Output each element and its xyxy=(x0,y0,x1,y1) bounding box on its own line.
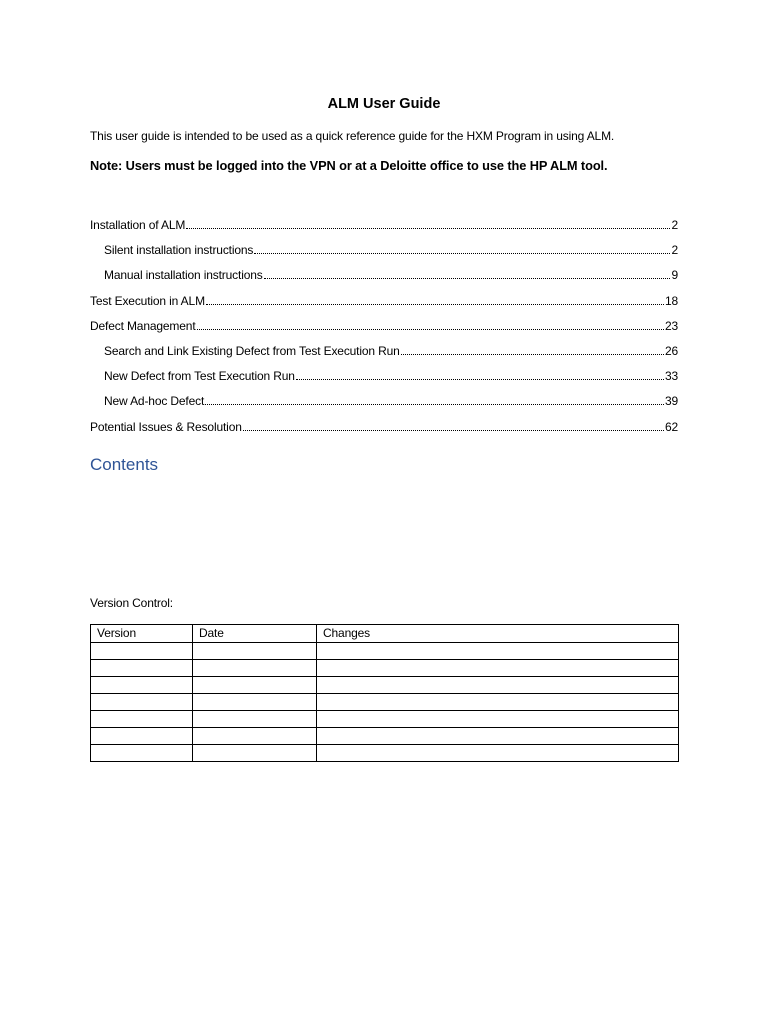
date-cell xyxy=(193,728,317,745)
toc-entry-label: Test Execution in ALM xyxy=(90,294,205,308)
toc-entry-new-defect-from-run[interactable] xyxy=(104,367,678,385)
toc-dot-leader xyxy=(264,266,671,279)
changes-cell xyxy=(317,711,679,728)
toc-dot-leader xyxy=(254,241,670,254)
table-row xyxy=(91,711,679,728)
toc-dot-leader xyxy=(401,342,664,355)
toc-entry-label: Manual installation instructions xyxy=(104,268,263,282)
toc-page-number: 18 xyxy=(664,294,678,308)
toc-entry-test-execution[interactable] xyxy=(90,292,678,310)
changes-cell xyxy=(317,745,679,762)
version-cell xyxy=(91,677,193,694)
toc-entry-potential-issues[interactable] xyxy=(90,418,678,436)
table-row xyxy=(91,694,679,711)
column-header-version: Version xyxy=(91,625,193,643)
toc-entry-new-ad-hoc-defect[interactable] xyxy=(104,392,678,410)
toc-page-number: 26 xyxy=(664,344,678,358)
toc-page-number: 9 xyxy=(671,268,678,282)
table-header-row xyxy=(91,625,679,643)
table-row xyxy=(91,677,679,694)
toc-entry-label: Silent installation instructions xyxy=(104,243,254,257)
version-cell xyxy=(91,660,193,677)
version-cell xyxy=(91,728,193,745)
toc-dot-leader xyxy=(296,367,664,380)
toc-dot-leader xyxy=(205,392,664,405)
date-cell xyxy=(193,694,317,711)
date-cell xyxy=(193,745,317,762)
toc-page-number: 2 xyxy=(671,218,678,232)
toc-dot-leader xyxy=(243,418,664,431)
changes-cell xyxy=(317,694,679,711)
table-row xyxy=(91,745,679,762)
toc-page-number: 39 xyxy=(664,394,678,408)
changes-cell xyxy=(317,728,679,745)
toc-page-number: 2 xyxy=(671,243,678,257)
contents-heading: Contents xyxy=(90,455,159,474)
toc-dot-leader xyxy=(186,216,670,229)
changes-cell xyxy=(317,677,679,694)
column-header-date: Date xyxy=(193,625,317,643)
table-row xyxy=(91,643,679,660)
toc-entry-manual-installation[interactable] xyxy=(104,266,678,284)
toc-entry-installation-of-alm[interactable] xyxy=(90,216,678,234)
table-row xyxy=(91,660,679,677)
toc-entry-silent-installation[interactable] xyxy=(104,241,678,259)
version-cell xyxy=(91,643,193,660)
intro-paragraph: This user guide is intended to be used as a quick reference guide for the HXM Program in using ALM. xyxy=(90,129,615,143)
date-cell xyxy=(193,711,317,728)
toc-page-number: 33 xyxy=(664,369,678,383)
date-cell xyxy=(193,677,317,694)
vpn-note: Note: Users must be logged into the VPN or at a Deloitte office to use the HP ALM tool. xyxy=(90,158,608,173)
toc-page-number: 23 xyxy=(664,319,678,333)
toc-dot-leader xyxy=(206,292,664,305)
version-cell xyxy=(91,745,193,762)
toc-entry-label: Installation of ALM xyxy=(90,218,186,232)
toc-entry-label: Search and Link Existing Defect from Test Execution Run xyxy=(104,344,400,358)
version-cell xyxy=(91,694,193,711)
document-title: ALM User Guide xyxy=(327,96,441,112)
date-cell xyxy=(193,660,317,677)
toc-entry-label: New Ad-hoc Defect xyxy=(104,394,205,408)
version-control-table xyxy=(90,624,679,762)
toc-entry-label: New Defect from Test Execution Run xyxy=(104,369,295,383)
version-control-label: Version Control: xyxy=(90,596,173,610)
toc-entry-label: Defect Management xyxy=(90,319,196,333)
toc-page-number: 62 xyxy=(664,420,678,434)
changes-cell xyxy=(317,660,679,677)
toc-entry-search-and-link-defect[interactable] xyxy=(104,342,678,360)
changes-cell xyxy=(317,643,679,660)
toc-dot-leader xyxy=(197,317,664,330)
toc-entry-label: Potential Issues & Resolution xyxy=(90,420,242,434)
table-row xyxy=(91,728,679,745)
toc-entry-defect-management[interactable] xyxy=(90,317,678,335)
column-header-changes: Changes xyxy=(317,625,679,643)
version-cell xyxy=(91,711,193,728)
date-cell xyxy=(193,643,317,660)
